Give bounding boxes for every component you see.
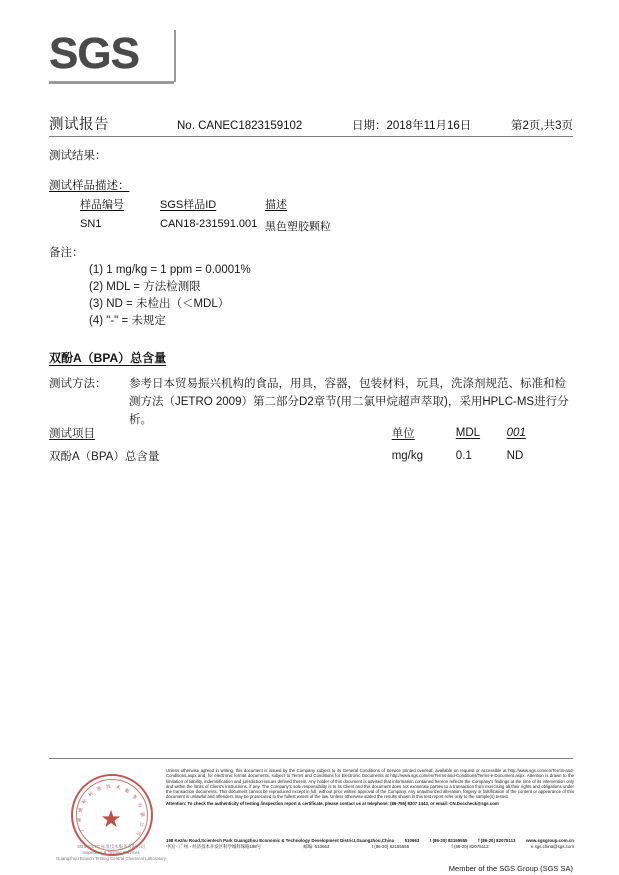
star-icon: ★: [100, 806, 122, 833]
page-title: 测试报告: [49, 117, 109, 133]
remark-item-4: (4) "-" = 未规定: [89, 315, 166, 327]
footer-zip-en: 510663: [404, 838, 420, 843]
remark-item-3: (3) ND = 未检出（＜MDL）: [89, 298, 230, 310]
stamp-label-1: SGS-CSTC 标准技术服务有限公司: [77, 844, 145, 849]
table-row: [80, 218, 385, 234]
stamp-label-3: Guangzhou Branch Testing Central Chemical Laboratory: [56, 856, 166, 861]
cell-result-001: ND: [506, 450, 524, 462]
column-header-test-item: 测试项目: [49, 428, 95, 440]
footer-divider: [49, 758, 573, 759]
test-method-text: 参考日本贸易振兴机构的食品，用具，容器，包装材料，玩具，洗涤剂规范、标准和检测方法（JETRO 2009）第二部分D2章节(用二氯甲烷超声萃取)，采用HPLC-MS进行分析。: [129, 378, 569, 426]
cell-test-item: 双酚A（BPA）总含量: [49, 451, 160, 463]
footer-fax-en: f (86-20) 82075113: [478, 838, 516, 843]
footer-email-cn[interactable]: e sgs.china@sgs.com: [530, 844, 574, 850]
remark-item-2: (2) MDL = 方法检测限: [89, 281, 201, 293]
table-header-row: [49, 425, 573, 444]
footer-contact-block: [166, 838, 574, 851]
remark-item-1: (1) 1 mg/kg = 1 ppm = 0.0001%: [89, 264, 251, 276]
column-header-sample-no: 样品编号: [80, 199, 124, 211]
results-label: 测试结果：: [49, 150, 107, 162]
cell-sgs-id: CAN18-231591.001: [160, 218, 258, 230]
footer-address-en: 198 Kezhu Road,Scientech Park Guangzhou Economic & Technology Development District,Guangzhou,China: [166, 838, 395, 843]
logo-vertical-rule: [174, 30, 176, 82]
stamp-label-2: Inspection & Testing Services: [82, 850, 140, 855]
stamp-arc-text: 广 州 通 标 标 准 技 术 服 务 有 限 公 司: [76, 783, 146, 837]
table-row: [49, 444, 573, 464]
test-method-block: [49, 375, 573, 429]
table-header-row: [80, 196, 385, 218]
section-title-bpa: 双酚A（BPA）总含量: [49, 351, 167, 365]
cell-sample-no: SN1: [80, 218, 102, 230]
footer-disclaimer: Unless otherwise agreed in writing, this document is issued by the Company subject to its General Conditions of Service printed overleaf, available on request or accessible at http://www.sgs.com/en/Terms-and-Conditions.aspx and, for electronic format documents, subject to Terms and Conditions for Electronic Documents at http://www.sgs.com/en/Terms-and-Conditions/Terms-e-Document.aspx. Attention is drawn to the limitation of liability, indemnification and jurisdiction issues defined therein. Any holder of this document is advised that information contained hereon reflects the Company's findings at the time of its intervention only and within the limits of Client's instructions, if any. The Company's sole responsibility is to its Client and this document does not exonerate parties to a transaction from exercising all their rights and obligations under the transaction documents. This document cannot be reproduced except in full, without prior written approval of the Company. Any unauthorized alteration, forgery or falsification of the content or appearance of this document is unlawful and offenders may be prosecuted to the fullest extent of the law. Unless otherwise stated the results shown in this test report refer only to the sample(s) tested.: [166, 768, 574, 800]
column-header-mdl: MDL: [455, 427, 481, 439]
stamp-label-block: [45, 844, 177, 862]
result-table: [49, 425, 573, 464]
cell-unit: mg/kg: [391, 450, 424, 462]
remarks-heading: 备注：: [49, 247, 84, 259]
column-header-sgs-id: SGS样品ID: [160, 199, 217, 211]
document-header: [49, 113, 573, 134]
column-header-unit: 单位: [391, 428, 415, 440]
footer-tel-cn: t (86-20) 82155555: [371, 844, 410, 850]
column-header-description: 描述: [265, 199, 287, 211]
footer-member-text: Member of the SGS Group (SGS SA): [448, 864, 573, 873]
test-method-label: 测试方法：: [49, 378, 107, 390]
footer-address-cn: 中国・广州・经济技术开发区科学城科珠路198号: [166, 844, 262, 850]
report-number: No. CANEC1823159102: [177, 120, 303, 132]
logo-underline: [49, 81, 174, 84]
sample-description-heading: 测试样品描述：: [49, 180, 130, 192]
sample-description-table: [80, 196, 385, 234]
header-divider: [49, 136, 573, 137]
cell-description: 黑色塑胶颗粒: [265, 221, 331, 233]
page-indicator: 第2页,共3页: [511, 120, 573, 132]
footer-zip-cn: 邮编: 510663: [303, 844, 330, 850]
sgs-logo: [49, 29, 184, 84]
company-stamp: [56, 770, 166, 866]
footer-fax-cn: f (86-20) 82075113: [451, 844, 489, 850]
footer-web-en[interactable]: www.sgsgroup.com.cn: [526, 838, 574, 843]
column-header-sample-001: 001: [506, 427, 526, 439]
footer-attention[interactable]: Attention: To check the authenticity of testing /inspection report & certificate, please contact us at telephone: (86-755) 8307 1443, or email: CN.Doccheck@sgs.com: [166, 800, 499, 806]
report-date: 日期：2018年11月16日: [352, 120, 472, 132]
footer-tel-en: t (86-20) 82155555: [429, 838, 468, 843]
footer-disclaimer-block: [166, 768, 574, 806]
footer-contact-row-cn: [166, 844, 574, 850]
remarks-block: [49, 245, 251, 330]
sgs-logo-text: SGS: [49, 29, 139, 78]
cell-mdl: 0.1: [455, 450, 472, 462]
